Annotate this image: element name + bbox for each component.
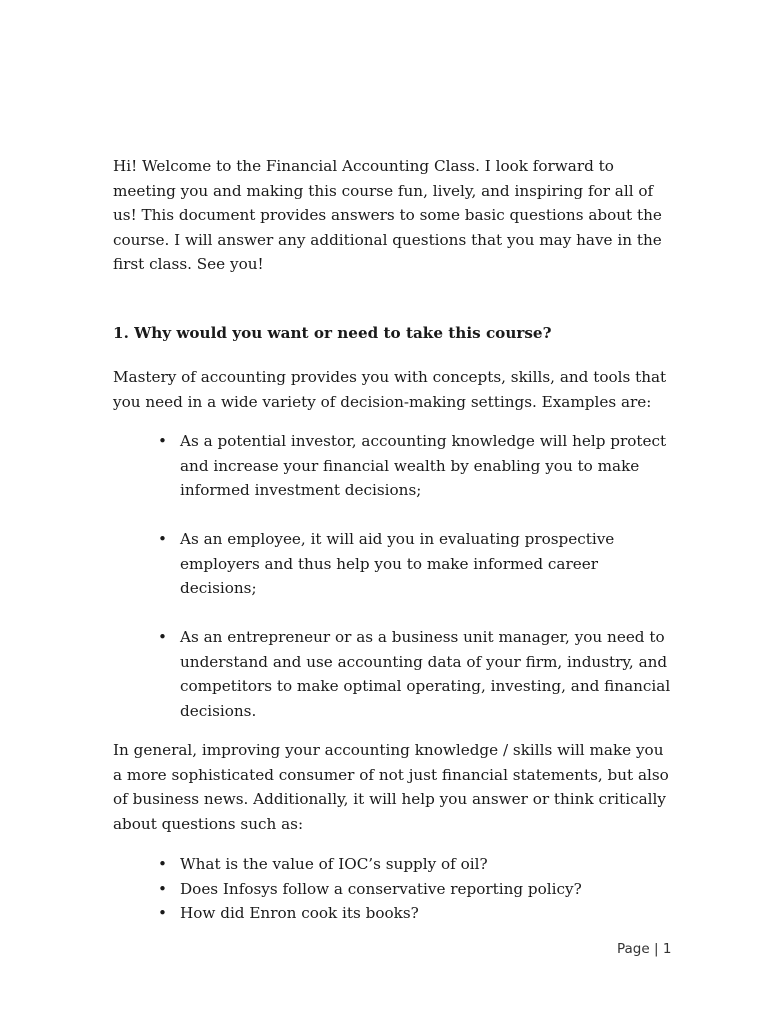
section-heading: 1. Why would you want or need to take this course? <box>113 323 552 342</box>
list-item-text: What is the value of IOC’s supply of oil? <box>180 855 488 873</box>
page-content <box>113 154 673 926</box>
page-number: Page | 1 <box>617 941 672 957</box>
list-item <box>113 852 673 877</box>
list-item-text: Does Infosys follow a conservative reporting policy? <box>180 879 582 898</box>
list-item <box>113 901 673 926</box>
list-item-text: As an entrepreneur or as a business unit manager, you need to understand and use accounting data of your firm, industry, and competitors to make optimal operating, investing, and financial decisions. <box>180 628 671 720</box>
list-item <box>113 429 673 503</box>
questions-list <box>113 852 673 926</box>
list-item <box>113 625 673 723</box>
list-item <box>113 877 673 902</box>
examples-list <box>113 429 673 723</box>
general-paragraph: In general, improving your accounting knowledge / skills will make you a more sophisticated consumer of not just financial statements, but also of business news. Additionally, it will help you answer or think critically about questions such as: <box>113 741 669 833</box>
bullet-icon: • <box>158 879 167 898</box>
bullet-icon: • <box>158 432 167 450</box>
bullet-icon: • <box>158 628 167 646</box>
bullet-icon: • <box>158 855 167 873</box>
lead-paragraph: Mastery of accounting provides you with concepts, skills, and tools that you need in a wide variety of decision-making settings. Examples are: <box>113 368 667 411</box>
list-item-text: As a potential investor, accounting knowledge will help protect and increase your financial wealth by enabling you to make informed investment decisions; <box>180 432 667 499</box>
bullet-icon: • <box>158 530 167 548</box>
list-item-text: How did Enron cook its books? <box>180 904 419 922</box>
list-item-text: As an employee, it will aid you in evaluating prospective employers and thus help you to make informed career decisions; <box>180 530 615 597</box>
bullet-icon: • <box>158 904 167 922</box>
list-item <box>113 527 673 601</box>
intro-paragraph: Hi! Welcome to the Financial Accounting Class. I look forward to meeting you and making this course fun, lively, and inspiring for all of us! This document provides answers to some basic questions about the course. I will answer any additional questions that you may have in the first class. See you! <box>113 157 662 273</box>
